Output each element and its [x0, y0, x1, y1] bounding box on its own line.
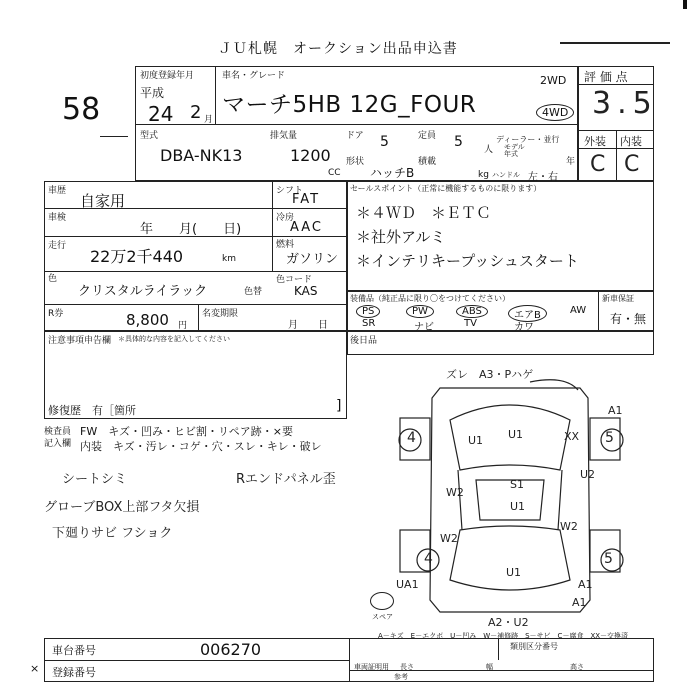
load-label: 積載 — [418, 157, 437, 167]
history-value: 自家用 — [80, 192, 126, 210]
km-unit: km — [222, 254, 236, 264]
doors: 5 — [380, 134, 389, 150]
capacity: 5 — [454, 134, 463, 150]
displacement-label: 排気量 — [270, 131, 298, 141]
category-label: 類別区分番号 — [510, 642, 558, 651]
name-change: 月 日 — [288, 320, 328, 331]
car-damage-diagram — [380, 360, 660, 630]
shape-label: 形状 — [346, 157, 365, 167]
registration-label: 登録番号 — [52, 666, 96, 679]
color-code-label: 色コード — [276, 275, 313, 285]
name-grade-label: 車名・グレード — [222, 71, 286, 81]
mark-roof: S1 — [510, 478, 524, 491]
warranty-label: 新車保証 — [602, 294, 634, 303]
reg-year: 24 — [148, 102, 174, 126]
exterior-label: 外装 — [584, 135, 606, 148]
mark-trunk: U1 — [506, 566, 522, 579]
tire-rl: 4 — [424, 551, 433, 567]
inspector-label-1: 検査員 — [44, 427, 72, 437]
corner-mark — [683, 0, 687, 9]
margin-mark: × — [30, 662, 40, 675]
ac: AAC — [290, 220, 323, 235]
interior-label: 内装 — [620, 135, 642, 148]
color-label: 色 — [48, 274, 58, 284]
mileage-label: 走行 — [48, 241, 67, 251]
color-code-sub: 色替 — [244, 287, 263, 297]
capacity-unit: 人 — [484, 145, 494, 155]
note-2: Rエンドパネル歪 — [236, 472, 336, 487]
yen-unit: 円 — [178, 321, 188, 331]
note-3: グローブBOX上部フタ欠損 — [44, 500, 200, 515]
r-ticket: 8,800 — [126, 311, 169, 329]
mark-rr-corner: A1 — [578, 578, 593, 591]
equipment-label: 装備品（純正品に限り〇をつけてください） — [350, 294, 510, 303]
mark-fr-door: U2 — [580, 468, 596, 481]
model-label: 型式 — [140, 131, 159, 141]
length-label: 長さ — [400, 663, 414, 671]
mark-xx: XX — [564, 430, 580, 443]
rating-score: 3.5 — [592, 86, 658, 121]
equip-pw: PW — [406, 305, 434, 318]
dealer-label: ディーラー・並行 — [496, 135, 560, 144]
footer-rule-left — [44, 660, 349, 661]
mileage: 22万2千440 — [90, 247, 184, 266]
ac-label: 冷房 — [276, 213, 295, 223]
chassis-value: 006270 — [200, 640, 262, 659]
mark-hood: U1 — [508, 428, 524, 441]
rear-label: 後日品 — [350, 336, 378, 346]
era: 平成 — [140, 86, 165, 100]
inspection-row-2: 内装 キズ・汚レ・コゲ・穴・スレ・キレ・破レ — [80, 440, 322, 453]
lot-number: 58 — [62, 92, 101, 127]
note-1: シートシミ — [62, 472, 128, 487]
mark-fl: U1 — [468, 434, 484, 447]
history-label: 車歴 — [48, 186, 67, 196]
displacement: 1200 — [290, 146, 331, 165]
history-rule-1 — [44, 208, 347, 209]
mark-l-door: W2 — [446, 486, 464, 499]
equip-abs: ABS — [456, 305, 488, 318]
handle: 左・右 — [528, 172, 558, 183]
mark-rear-right: A1 — [572, 596, 587, 609]
model: DBA-NK13 — [160, 146, 243, 165]
fuel-label: 燃料 — [276, 240, 295, 250]
shift: FAT — [292, 192, 321, 207]
model-year-label: モデル 年式 — [504, 143, 525, 158]
sales-point-1: ＊４ＷＤ ＊ＥＴＣ — [356, 204, 492, 222]
tire-fl: 4 — [407, 430, 416, 446]
mark-rear-bumper: A2・U2 — [488, 616, 529, 629]
interior-grade: C — [624, 152, 640, 177]
capacity-label: 定員 — [418, 131, 437, 141]
title-rule — [560, 42, 670, 44]
warranty: 有・無 — [610, 312, 647, 326]
year-unit: 年 — [566, 157, 576, 167]
inspection-row-1: FW キズ・凹み・ヒビ割・リペア跡・×要 — [80, 425, 293, 438]
note-4: 下廻りサビ フショク — [52, 526, 173, 541]
rating-rule-3 — [578, 148, 654, 149]
height-label: 高さ — [570, 663, 584, 671]
mark-rl-bumper: UA1 — [396, 578, 419, 591]
shift-label: シフト — [276, 186, 304, 196]
lot-tick — [100, 136, 128, 137]
mark-rl-door: W2 — [440, 532, 458, 545]
ref-label: 参考 — [394, 673, 408, 681]
history-divider — [272, 181, 273, 271]
header-divider — [215, 66, 216, 124]
drive-2wd: 2WD — [540, 74, 567, 87]
cc-unit: CC — [328, 168, 341, 178]
notes-sub: ＊具体的な内容を記入してください — [118, 335, 230, 343]
r-ticket-label: R券 — [48, 309, 64, 319]
history-rule-4 — [44, 304, 347, 305]
code-label: 車両証明用 — [354, 663, 389, 671]
diagram-legend: A－キズ E－エクボ U－凹み W－補修跡 S－サビ C－腐食 XX－交換済 — [378, 632, 629, 640]
tire-rr: 5 — [604, 551, 613, 567]
color: クリスタルライラック — [78, 284, 208, 299]
reg-month: 2 — [190, 102, 202, 123]
chassis-label: 車台番号 — [52, 644, 96, 657]
equip-tv: TV — [464, 318, 477, 329]
fuel: ガソリン — [286, 252, 339, 267]
form-title: ＪＵ札幌 オークション出品申込書 — [218, 41, 458, 57]
repair-label: 修復歴 有［箇所 — [48, 404, 136, 417]
month-unit: 月 — [204, 115, 214, 125]
history-rule-2 — [44, 236, 347, 237]
footer-divider — [349, 638, 350, 682]
drive-4wd-circled: 4WD — [536, 104, 574, 121]
color-code: KAS — [294, 284, 318, 298]
name-change-divider — [198, 304, 199, 331]
mark-roof-2: U1 — [510, 500, 526, 513]
inspection-value: 年 月( 日) — [140, 222, 242, 237]
rating-divider — [616, 130, 617, 181]
first-reg-label: 初度登録年月 — [140, 71, 195, 81]
spare-circle — [370, 592, 394, 610]
tire-fr: 5 — [605, 430, 614, 446]
inspection-label: 車検 — [48, 213, 67, 223]
name-change-label: 名変期限 — [202, 309, 239, 319]
equip-airbag: エアB — [508, 305, 547, 322]
width-label: 幅 — [486, 663, 493, 671]
spare-label: スペア — [372, 613, 393, 621]
repair-bracket: ] — [336, 398, 342, 414]
equip-leather: カワ — [514, 322, 534, 333]
sales-points-label: セールスポイント（正常に機能するものに限ります） — [350, 184, 542, 193]
equip-aw: AW — [570, 305, 587, 316]
diagram-top-note: ズレ A3・Pハゲ — [446, 368, 534, 381]
equip-sr: SR — [362, 318, 376, 329]
mark-rr-door: W2 — [560, 520, 578, 533]
mark-fr-corner: A1 — [608, 404, 623, 417]
equip-navi: ナビ — [414, 322, 434, 333]
sales-point-3: ＊インテリキープッシュスタート — [356, 252, 579, 270]
shape: ハッチB — [370, 166, 415, 180]
sales-point-2: ＊社外アルミ — [356, 228, 446, 246]
rating-label: 評 価 点 — [584, 70, 628, 84]
car-name: マーチ5HB 12G_FOUR — [222, 92, 477, 118]
inspector-label-2: 記入欄 — [44, 439, 72, 449]
kg-unit: kg — [478, 170, 489, 180]
rating-rule-1 — [578, 84, 654, 85]
footer-divider-2 — [498, 638, 499, 660]
equip-ps: PS — [356, 305, 380, 318]
header-rule — [135, 124, 578, 125]
doors-label: ドア — [346, 131, 364, 141]
handle-label: ハンドル — [492, 171, 520, 179]
equipment-divider — [598, 291, 599, 331]
exterior-grade: C — [590, 152, 606, 177]
footer-rule-right — [349, 670, 654, 671]
notes-label: 注意事項申告欄 — [48, 336, 112, 346]
rear-box — [347, 331, 654, 355]
